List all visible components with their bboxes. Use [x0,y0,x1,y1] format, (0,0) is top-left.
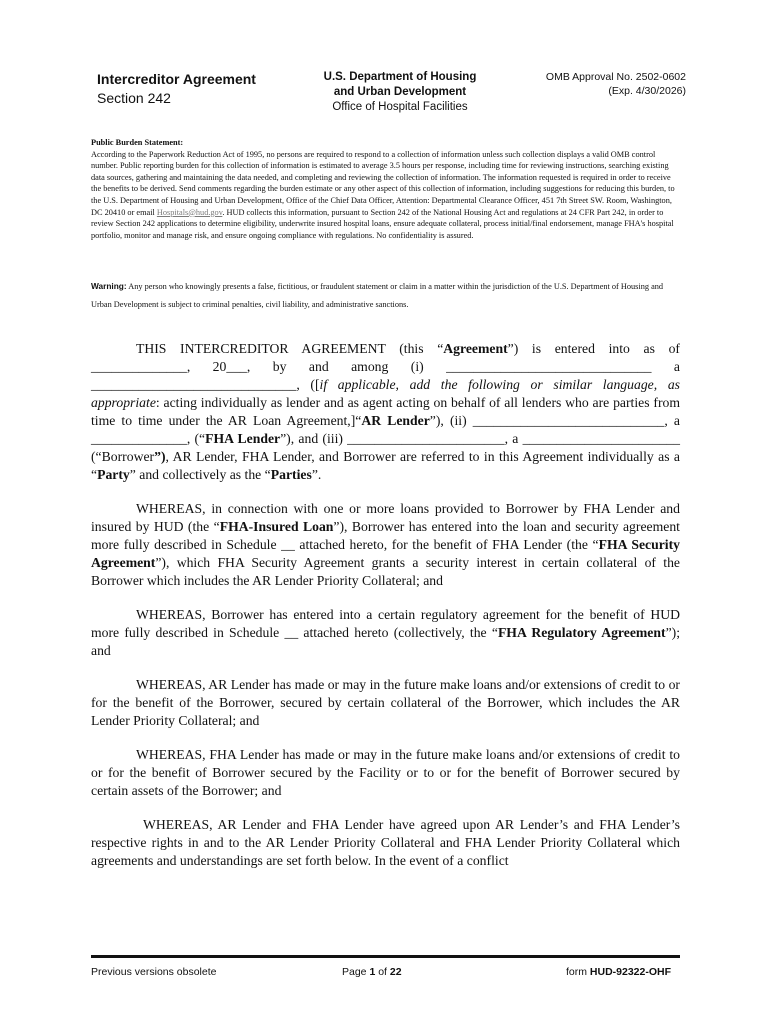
term-ar-lender: AR Lender [361,413,430,428]
term-fha-regulatory-agreement: FHA Regulatory Agreement [497,625,666,640]
omb-approval: OMB Approval No. 2502-0602 [545,71,686,83]
opening-paragraph [91,340,680,484]
p1-text-a: THIS INTERCREDITOR AGREEMENT (this “ [136,341,444,356]
omb-expiration: (Exp. 4/30/2026) [608,85,686,97]
agency-name-line1: U.S. Department of Housing [323,71,477,83]
p1-instruction: if applicable, add the following or similar language, as appropriate [91,377,680,410]
omb-block [500,70,686,98]
form-title-block [97,70,297,108]
p1-text-k: , AR Lender, FHA Lender, and Borrower are referred to in this Agreement individually as a “ [91,449,680,482]
burden-heading: Public Burden Statement: [91,138,184,147]
page-of-label: of [375,966,390,978]
whereas-paragraph-3: WHEREAS, AR Lender has made or may in the future make loans and/or extensions of credit to or for the benefit of the Borrower, secured by certain collateral of the Borrower, which includes the AR Lender Priority Collateral; and [91,677,680,728]
whereas-paragraph-2 [91,606,680,660]
burden-text-1: According to the Paperwork Reduction Act of 1995, no persons are required to respond to a collection of information unless such collection displays a valid OMB control number. Public reporting burden for this collection of information is estimated to average 3.5 hours per response, including time for reviewing instructions, searching existing data sources, gathering and maintaining the data needed, and completing and reviewing the collection of information. The information requested is required in order to receive the benefits to be derived. Send comments regarding the burden estimate or any other aspect of this collection of information, including suggestions for reducing this burden, to the U.S. Department of Housing and Urban Development, Office of the Chief Data Officer, Attention: Departmental Clearance Officer, 451 7th Street SW. Room, Washington, DC 20410 or email [91,149,675,217]
term-fha-security-agreement: FHA Security Agreement [91,537,680,570]
agency-name-line2: and Urban Development [333,86,467,98]
footer-divider [91,955,680,958]
term-fha-lender: FHA Lender [205,431,281,446]
page-label: Page [342,966,370,978]
public-burden-statement [91,137,681,241]
form-id: HUD-92322-OHF [589,966,672,978]
burden-text-2: . HUD collects this information, pursuant to Section 242 of the National Housing Act and regulations at 24 CFR Part 242, in order to review Section 242 applications to determine eligibility, underwrite insured hospital loans, ensure adequate collateral, process initial/final endorsement, manage FHA's hospital portfolio, monitor and manage risk, and ensure ongoing compliance with regulations. No confidentiality is assured. [91,207,674,240]
form-number [566,965,671,979]
form-title: Intercreditor Agreement [97,71,256,87]
warning-statement [91,278,681,313]
office-name: Office of Hospital Facilities [332,101,468,113]
form-section: Section 242 [97,90,171,106]
p3-text-a: WHEREAS, Borrower has entered into a certain regulatory agreement for the benefit of HUD more fully described in Schedule __ attached hereto (collectively, the “ [91,607,680,640]
p2-text-c: ”), Borrower has entered into the loan and security agreement more fully described in Schedule __ attached hereto, for the benefit of FHA Lender (the “ [91,519,680,552]
term-parties: Parties [270,467,312,482]
p3-text-c: ”); and [91,625,680,658]
page-number [342,965,402,979]
whereas-paragraph-4: WHEREAS, FHA Lender has made or may in the future make loans and/or extensions of credit to or for the benefit of Borrower secured by the Facility or to or for the benefit of Borrower secured by certain assets of the Borrower; and [91,747,680,798]
p2-text-e: ”), which FHA Security Agreement grants a security interest in certain collateral of the Borrower which includes the AR Lender Priority Collateral; and [91,555,680,588]
agency-block [300,70,500,115]
term-agreement: Agreement [443,341,508,356]
current-page: 1 [369,966,376,978]
whereas-paragraph-1 [91,500,680,590]
p1-text-i: ”), and (iii) _______________________, a _______________________ (“Borrower [91,431,680,464]
warning-text: Any person who knowingly presents a false, fictitious, or fraudulent statement or claim in a matter within the jurisdiction of the U.S. Department of Housing and Urban Development is subject to criminal penalties, civil liability, and administrative sanctions. [91,282,664,309]
hud-email-link[interactable]: Hospitals@hud.gov [156,207,223,217]
footer-versions-note: Previous versions obsolete [91,966,217,978]
form-label: form [566,966,590,978]
p1-text-c: ”) is entered into as of ______________, 20___, by and among (i) ______________________________ a ______________________________, ([ [91,341,680,392]
p1-bold-quote: ”) [154,449,166,464]
p1-text-g: ”), (ii) ____________________________, a ______________, (“ [91,413,680,446]
whereas-paragraph-5: WHEREAS, AR Lender and FHA Lender have agreed upon AR Lender’s and FHA Lender’s respective rights in and to the AR Lender Priority Collateral and FHA Lender Priority Collateral which agreements and understandings are set forth below. In the event of a conflict [91,817,680,868]
p2-text-a: WHEREAS, in connection with one or more loans provided to Borrower by FHA Lender and insured by HUD (the “ [91,501,680,534]
agreement-body [91,340,680,870]
warning-label: Warning: [91,281,127,291]
term-fha-insured-loan: FHA-Insured Loan [219,519,334,534]
p1-text-e: : acting individually as lender and as agent acting on behalf of all lenders who are parties from time to time under the AR Loan Agreement,]“ [91,395,680,428]
p1-text-o: ”. [311,467,322,482]
total-pages: 22 [389,966,402,978]
term-party: Party [97,467,130,482]
p1-text-m: ” and collectively as the “ [129,467,271,482]
